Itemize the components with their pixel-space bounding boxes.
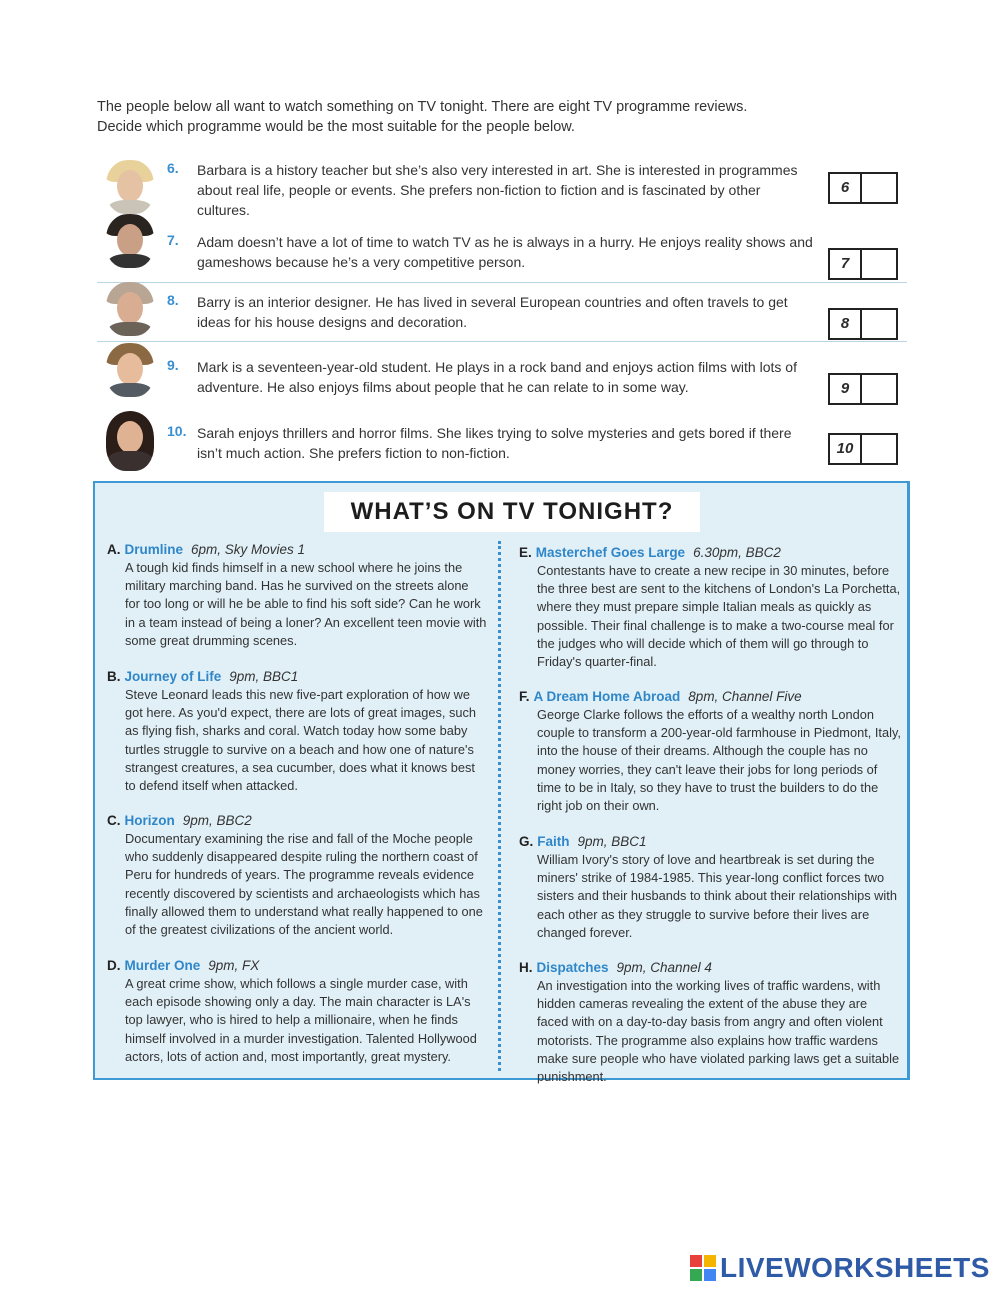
review-a bbox=[107, 541, 487, 650]
column-divider bbox=[498, 541, 501, 1071]
review-letter: H. bbox=[519, 960, 533, 975]
answer-input[interactable] bbox=[862, 250, 896, 278]
review-text: A great crime show, which follows a single murder case, with each episode showing only a day. The main character is LA's top lawyer, who is hired to help a millionaire, when he finds himself involved in a murder investigation. Talented Hollywood actors, lots of action and, most importantly, great mystery. bbox=[125, 976, 477, 1064]
programme-time: 9pm, BBC1 bbox=[577, 834, 647, 849]
programme-time: 9pm, Channel 4 bbox=[616, 960, 712, 975]
review-letter: G. bbox=[519, 834, 534, 849]
review-text: George Clarke follows the efforts of a wealthy north London couple to transform a 200-year-old farmhouse in Piedmont, Italy, into the house of their dreams. Although the couple has no money worries, they can't leave their jobs for long periods of time to be in Italy, so they have to trust the builders to do the right job on their own. bbox=[537, 707, 901, 814]
mark-photo bbox=[106, 343, 154, 397]
review-letter: D. bbox=[107, 958, 121, 973]
answer-box-8[interactable] bbox=[828, 308, 898, 340]
programme-title: Drumline bbox=[124, 542, 184, 557]
adam-photo bbox=[106, 214, 154, 268]
programme-title: A Dream Home Abroad bbox=[533, 689, 681, 704]
separator-line bbox=[97, 341, 907, 342]
review-letter: B. bbox=[107, 669, 121, 684]
answer-box-label: 9 bbox=[830, 375, 862, 403]
review-text: Contestants have to create a new recipe in 30 minutes, before the three best are sent to the kitchens of London's La Porchetta, where they must prepare simple Italian meals as quickly as possible. Their final challenge is to make a two-course meal for the judges who will decide which of them will go through to Friday's quarter-final. bbox=[537, 563, 901, 670]
review-letter: A. bbox=[107, 542, 121, 557]
programme-time: 6.30pm, BBC2 bbox=[693, 545, 781, 560]
question-number: 6. bbox=[167, 160, 179, 176]
person-description: Barbara is a history teacher but she’s also very interested in art. She is interested in programmes about real life, people or events. She prefers non-fiction to fiction and is fascinated by other cultures. bbox=[197, 162, 798, 218]
review-text: Documentary examining the rise and fall of the Moche people who suddenly disappeared despite ruling the northern coast of Peru for hundreds of years. The programme reveals evidence recently discovered by scientists and archaeologists which has finally allowed them to understand what really happened to one of the greatest civilizations of the ancient world. bbox=[125, 831, 483, 938]
answer-input[interactable] bbox=[862, 174, 896, 202]
instructions bbox=[97, 97, 857, 137]
person-item-barbara bbox=[100, 160, 900, 220]
question-number: 7. bbox=[167, 232, 179, 248]
question-number: 10. bbox=[167, 423, 187, 439]
programme-title: Faith bbox=[537, 834, 570, 849]
person-description: Adam doesn’t have a lot of time to watch TV as he is always in a hurry. He enjoys reality shows and gameshows because he’s a very competitive person. bbox=[197, 234, 813, 270]
separator-line bbox=[97, 282, 907, 283]
programme-time: 9pm, BBC1 bbox=[229, 669, 299, 684]
programme-title: Journey of Life bbox=[124, 669, 222, 684]
review-c bbox=[107, 812, 487, 939]
answer-box-6[interactable] bbox=[828, 172, 898, 204]
review-text: A tough kid finds himself in a new school where he joins the military marching band. Has he survived on the streets alone for too long or will he be able to find his soft side? Can he work in a team instead of being a loner? An excellent teen movie with some great drumming scenes. bbox=[125, 560, 487, 648]
liveworksheets-logo[interactable] bbox=[690, 1252, 990, 1284]
person-item-barry bbox=[100, 292, 900, 352]
review-letter: F. bbox=[519, 689, 530, 704]
review-letter: C. bbox=[107, 813, 121, 828]
programme-time: 9pm, BBC2 bbox=[182, 813, 252, 828]
tv-listings-panel bbox=[93, 481, 910, 1085]
instruction-line-2: Decide which programme would be the most suitable for the people below. bbox=[97, 119, 575, 135]
review-g bbox=[519, 833, 901, 942]
review-d bbox=[107, 957, 487, 1066]
review-e bbox=[519, 544, 901, 671]
instruction-line-1: The people below all want to watch something on TV tonight. There are eight TV programme reviews. bbox=[97, 99, 748, 115]
programme-title: Murder One bbox=[124, 958, 201, 973]
review-h bbox=[519, 959, 901, 1086]
person-description: Mark is a seventeen-year-old student. He plays in a rock band and enjoys action films with lots of adventure. He also enjoys films about people that he can relate to in some way. bbox=[197, 359, 797, 395]
question-number: 9. bbox=[167, 357, 179, 373]
review-text: Steve Leonard leads this new five-part exploration of how we got here. As you'd expect, there are lots of great images, such as flying fish, sharks and coral. Watch today how some baby turtles struggle to survive on a beach and how one of nature's strangest creatures, a sea cucumber, does what it knows best to defend itself when attacked. bbox=[125, 687, 477, 794]
person-item-adam bbox=[100, 232, 900, 292]
answer-box-10[interactable] bbox=[828, 433, 898, 465]
answer-input[interactable] bbox=[862, 435, 896, 463]
person-description: Sarah enjoys thrillers and horror films. She likes trying to solve mysteries and gets bored if there isn’t much action. She prefers fiction to non-fiction. bbox=[197, 425, 792, 461]
programme-title: Masterchef Goes Large bbox=[535, 545, 686, 560]
sarah-photo bbox=[106, 411, 154, 471]
review-text: An investigation into the working lives of traffic wardens, with hidden cameras revealing the extent of the abuse they are faced with on a day-to-day basis from angry and often violent motorists. The programme also explains how traffic wardens make sure people who have violated parking laws get a suitable punishment. bbox=[537, 978, 900, 1085]
review-b bbox=[107, 668, 487, 795]
tv-listings-title: WHAT’S ON TV TONIGHT? bbox=[324, 492, 700, 532]
answer-box-9[interactable] bbox=[828, 373, 898, 405]
person-item-sarah bbox=[100, 423, 900, 483]
answer-box-label: 6 bbox=[830, 174, 862, 202]
question-number: 8. bbox=[167, 292, 179, 308]
programme-title: Horizon bbox=[124, 813, 175, 828]
liveworksheets-logo-text: LIVEWORKSHEETS bbox=[720, 1252, 990, 1283]
answer-input[interactable] bbox=[862, 310, 896, 338]
review-letter: E. bbox=[519, 545, 532, 560]
programme-title: Dispatches bbox=[536, 960, 609, 975]
answer-box-7[interactable] bbox=[828, 248, 898, 280]
person-item-mark bbox=[100, 357, 900, 417]
barbara-photo bbox=[106, 160, 154, 214]
answer-box-label: 8 bbox=[830, 310, 862, 338]
barry-photo bbox=[106, 282, 154, 336]
review-text: William Ivory's story of love and heartbreak is set during the miners' strike of 1984-1985. This year-long conflict forces two sisters and their husbands to think about their relationships with each other as they struggle to survive before their lives are changed forever. bbox=[537, 852, 897, 940]
programme-time: 6pm, Sky Movies 1 bbox=[191, 542, 306, 557]
programme-time: 9pm, FX bbox=[208, 958, 260, 973]
answer-input[interactable] bbox=[862, 375, 896, 403]
answer-box-label: 7 bbox=[830, 250, 862, 278]
answer-box-label: 10 bbox=[830, 435, 862, 463]
programme-time: 8pm, Channel Five bbox=[688, 689, 802, 704]
review-f bbox=[519, 688, 901, 815]
liveworksheets-logo-icon bbox=[690, 1255, 716, 1281]
person-description: Barry is an interior designer. He has lived in several European countries and often travels to get ideas for his house designs and decoration. bbox=[197, 294, 788, 330]
